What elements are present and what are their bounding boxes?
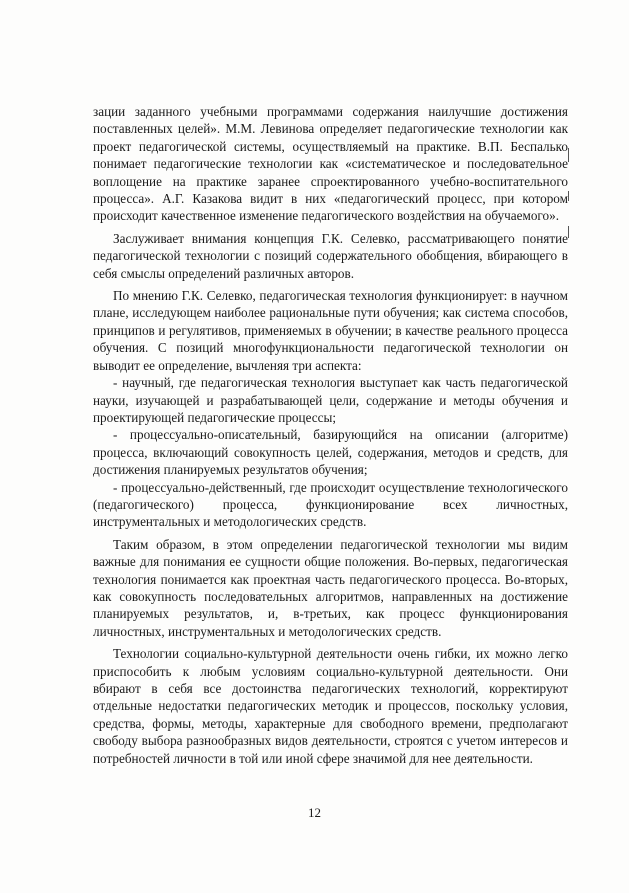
- paragraph-sociocultural: Технологии социально-культурной деятельности очень гибки, их можно легко приспособить к любым условиям социально-культурной деятельности. Они вбирают в себя все достоинства педагогических технологий, корректируют отдельные недостатки педагогических методик и процессов, поскольку условия, средства, формы, методы, характерные для свободного времени, предполагают свободу выбора разнообразных видов деятельности, строятся с учетом интересов и потребностей личности в той или иной сфере значимой для нее деятельности.: [93, 646, 568, 766]
- list-item-active: - процессуально-действенный, где происходит осуществление технологического (педагогического) процесса, функционирование всех личностных, инструментальных и методологических средств.: [93, 479, 568, 530]
- body-text: [93, 103, 568, 772]
- paragraph-continuation: зации заданного учебными программами содержания наилучшие достижения поставленных целей». М.М. Левинова определяет педагогические технологии как проект педагогической системы, осуществляемый на практике. В.П. Беспалько понимает педагогические технологии как «систематическое и последовательное воплощение на практике заранее спроектированного учебно-воспитательного процесса». А.Г. Казакова видит в них «педагогический процесс, при котором происходит качественное изменение педагогического воздействия на обучаемого».: [93, 104, 568, 224]
- list-item-scientific: - научный, где педагогическая технология выступает как часть педагогической науки, изучающей и разрабатывающей цели, содержание и методы обучения и проектирующей педагогические процессы;: [93, 375, 568, 425]
- page-number: 12: [308, 805, 321, 820]
- scan-edge-mark: [568, 191, 569, 201]
- scan-edge-mark: [568, 148, 569, 162]
- scan-edge-mark: [568, 226, 569, 238]
- paragraph-selevko-functions: По мнению Г.К. Селевко, педагогическая технология функционирует: в научном плане, исследующем наиболее рациональные пути обучения; как система способов, принципов и регулятивов, применяемых в обучении; в качестве реального процесса обучения. С позиций многофункциональности педагогической технологии он выводит ее определение, вычленяя три аспекта:: [93, 288, 568, 373]
- paragraph-conclusion: Таким образом, в этом определении педагогической технологии мы видим важные для понимания ее сущности общие положения. Во-первых, педагогическая технология понимается как проектная часть педагогического процесса. Во-вторых, как совокупность последовательных алгоритмов, направленных на достижение планируемых результатов, и, в-третьих, как процесс функционирования личностных, инструментальных и методологических средств.: [93, 536, 568, 639]
- list-item-descriptive: - процессуально-описательный, базирующийся на описании (алгоритме) процесса, включающий совокупность целей, содержания, методов и средств, для достижения планируемых результатов обучения;: [93, 427, 568, 478]
- paragraph-selevko-concept: Заслуживает внимания концепция Г.К. Селевко, рассматривающего понятие педагогической технологии с позиций содержательного обобщения, вбирающего в себя смыслы определений различных авторов.: [93, 230, 568, 281]
